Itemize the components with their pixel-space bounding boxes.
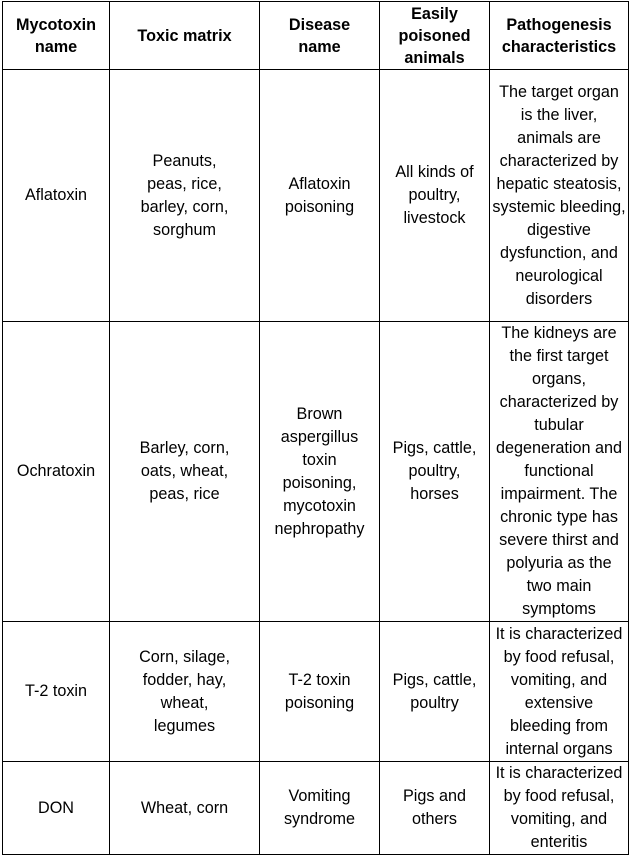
header-disease-name [260,2,380,70]
cell-disease [260,322,380,622]
cell-mycotoxin-text: DON [38,798,74,817]
cell-animals [380,70,490,322]
cell-matrix [110,322,260,622]
header-mycotoxin-name-text: Mycotoxin name [15,15,97,56]
cell-disease-text: Aflatoxin poisoning [284,174,355,216]
cell-pathogenesis-text: It is characterized by food refusal, vomiting, and enteritis [495,764,623,851]
cell-matrix-text: Peanuts, peas, rice, barley, corn, sorghum [140,151,229,239]
cell-mycotoxin-text: T-2 toxin [24,682,88,700]
cell-mycotoxin [3,322,110,622]
header-easily-poisoned-animals-text: Easily poisoned animals [398,4,471,67]
cell-pathogenesis-text: The kidneys are the first target organs, characterized by tubular degeneration and functional impairment. The chronic type has severe thirst and polyuria as the two main symptoms [495,324,622,618]
header-pathogenesis-characteristics-text: Pathogenesis characteristics [501,15,617,56]
header-pathogenesis-characteristics [490,2,629,70]
cell-animals-text: Pigs, cattle, poultry [392,670,477,712]
table-row [3,70,629,322]
cell-disease-text: Vomiting syndrome [283,787,356,828]
cell-mycotoxin [3,70,110,322]
cell-pathogenesis [490,70,629,322]
cell-pathogenesis-text: The target organ is the liver, animals are characterized by hepatic steatosis, systemic bleeding, digestive dysfunction, and neurological disorders [492,82,626,308]
cell-matrix [110,70,260,322]
cell-mycotoxin-text: Ochratoxin [16,462,96,480]
cell-mycotoxin-text: Aflatoxin [24,186,88,204]
cell-disease [260,622,380,762]
mycotoxin-table [2,1,629,855]
cell-animals [380,622,490,762]
cell-disease-text: T-2 toxin poisoning [284,670,355,712]
cell-animals-text: Pigs and others [403,787,466,828]
cell-animals-text: All kinds of poultry, livestock [395,163,474,227]
header-toxic-matrix-text: Toxic matrix [137,26,232,45]
header-easily-poisoned-animals [380,2,490,70]
cell-mycotoxin [3,622,110,762]
cell-matrix [110,762,260,855]
table-row [3,622,629,762]
cell-pathogenesis [490,622,629,762]
cell-pathogenesis [490,322,629,622]
table-row [3,322,629,622]
cell-matrix-text: Corn, silage, fodder, hay, wheat, legumes [139,647,230,735]
cell-animals-text: Pigs, cattle, poultry, horses [392,439,477,503]
cell-disease [260,762,380,855]
cell-pathogenesis [490,762,629,855]
cell-disease [260,70,380,322]
table-header-row [3,2,629,70]
header-mycotoxin-name [3,2,110,70]
cell-disease-text: Brown aspergillus toxin poisoning, mycotoxin nephropathy [274,404,365,538]
cell-matrix-text: Barley, corn, oats, wheat, peas, rice [139,439,230,503]
cell-pathogenesis-text: It is characterized by food refusal, vomiting, and extensive bleeding from internal organs [495,624,623,758]
header-disease-name-text: Disease name [288,15,351,56]
cell-matrix [110,622,260,762]
cell-mycotoxin [3,762,110,855]
cell-matrix-text: Wheat, corn [140,798,229,817]
cell-animals [380,322,490,622]
cell-animals [380,762,490,855]
header-toxic-matrix [110,2,260,70]
table-row [3,762,629,855]
